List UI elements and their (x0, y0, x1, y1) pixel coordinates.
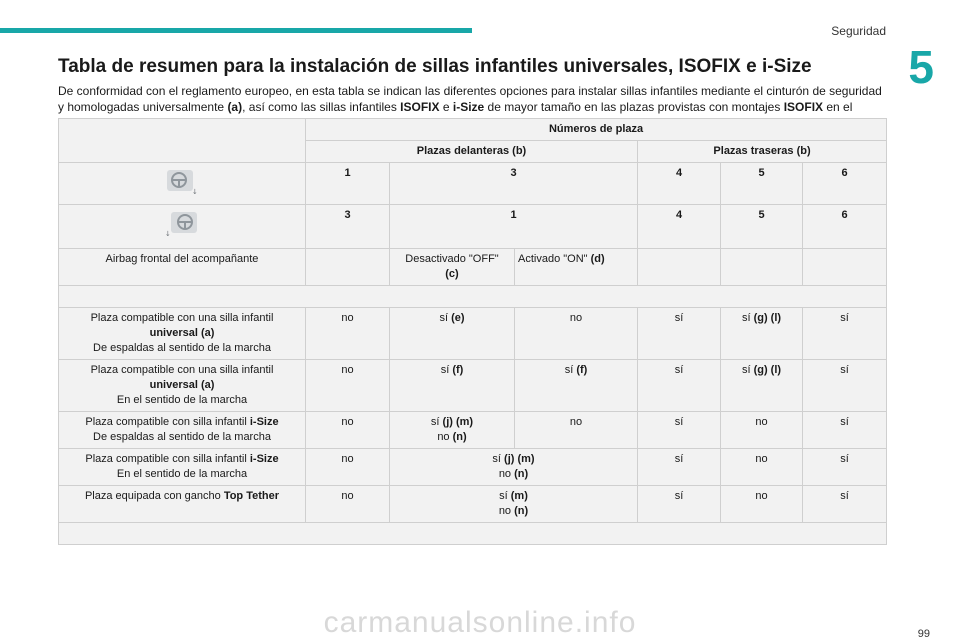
watermark: carmanualsonline.info (323, 606, 637, 639)
cell: 1 (390, 205, 638, 249)
header-rear-seats: Plazas traseras (b) (638, 141, 887, 163)
cell (306, 249, 390, 286)
cell: sí (803, 449, 887, 486)
cell: sí (f) (390, 360, 515, 412)
cell: no (515, 308, 638, 360)
cell: sí (g) (l) (721, 360, 803, 412)
airbag-on-cell: Activado "ON" (d) (515, 249, 638, 286)
header-seat-numbers: Números de plaza (306, 119, 887, 141)
steering-wheel-seat-icon (165, 168, 199, 201)
icon-cell (59, 163, 306, 205)
spacer-row (59, 286, 887, 308)
cell: sí (j) (m) no (n) (390, 449, 638, 486)
cell: sí (e) (390, 308, 515, 360)
cell: no (721, 449, 803, 486)
table-row (59, 449, 887, 486)
cell: 5 (721, 205, 803, 249)
icon-cell (59, 205, 306, 249)
row-label: Plaza compatible con una silla infantil universal (a) En el sentido de la marcha (59, 360, 306, 412)
chapter-number: 5 (908, 41, 934, 93)
svg-text:↓: ↓ (165, 230, 171, 238)
summary-table (58, 118, 887, 545)
airbag-off-cell: Desactivado "OFF" (c) (390, 249, 515, 286)
cell: sí (803, 308, 887, 360)
svg-text:↓: ↓ (192, 188, 198, 196)
cell (638, 249, 721, 286)
row-label: Plaza compatible con silla infantil i-Size En el sentido de la marcha (59, 449, 306, 486)
row-label: Plaza equipada con gancho Top Tether (59, 486, 306, 523)
cell: 4 (638, 205, 721, 249)
cell: sí (f) (515, 360, 638, 412)
airbag-label: Airbag frontal del acompañante (59, 249, 306, 286)
cell: no (515, 412, 638, 449)
cell: sí (803, 486, 887, 523)
header-empty-cell (59, 119, 306, 163)
cell: 4 (638, 163, 721, 205)
steering-wheel-seat-icon (165, 210, 199, 243)
cell: no (306, 308, 390, 360)
table-row (59, 308, 887, 360)
cell: no (306, 486, 390, 523)
cell: no (721, 486, 803, 523)
cell: sí (638, 360, 721, 412)
cell: 3 (390, 163, 638, 205)
cell: 6 (803, 205, 887, 249)
table-row (59, 412, 887, 449)
cell: 1 (306, 163, 390, 205)
cell (721, 249, 803, 286)
page-title: Tabla de resumen para la instalación de sillas infantiles universales, ISOFIX e i-Size (58, 56, 812, 77)
table-row (59, 205, 887, 249)
cell: sí (638, 308, 721, 360)
cell: 6 (803, 163, 887, 205)
cell: 5 (721, 163, 803, 205)
table-row (59, 163, 887, 205)
cell: sí (m) no (n) (390, 486, 638, 523)
spacer-row (59, 523, 887, 545)
header-accent-bar (0, 28, 472, 33)
cell: 3 (306, 205, 390, 249)
intro-paragraph: De conformidad con el reglamento europeo, en esta tabla se indican las diferentes opciones para instalar sillas infantiles mediante el cinturón de seguridad y homologadas universalmente (a), así como las sillas infantiles ISOFIX e i-Size de mayor tamaño en las plazas provistas con montajes ISOFIX en el (58, 84, 882, 114)
cell: sí (638, 449, 721, 486)
cell: no (306, 449, 390, 486)
row-label: Plaza compatible con silla infantil i-Size De espaldas al sentido de la marcha (59, 412, 306, 449)
cell: sí (803, 412, 887, 449)
cell: sí (g) (l) (721, 308, 803, 360)
section-title: Seguridad (831, 24, 886, 38)
cell: sí (j) (m) no (n) (390, 412, 515, 449)
header-front-seats: Plazas delanteras (b) (306, 141, 638, 163)
airbag-row (59, 249, 887, 286)
cell: sí (638, 486, 721, 523)
cell: sí (803, 360, 887, 412)
cell (803, 249, 887, 286)
table-row (59, 486, 887, 523)
table-header-row (59, 119, 887, 141)
cell: sí (638, 412, 721, 449)
page-number: 99 (917, 628, 930, 640)
table-row (59, 360, 887, 412)
cell: no (721, 412, 803, 449)
row-label: Plaza compatible con una silla infantil universal (a) De espaldas al sentido de la marcha (59, 308, 306, 360)
cell: no (306, 412, 390, 449)
cell: no (306, 360, 390, 412)
